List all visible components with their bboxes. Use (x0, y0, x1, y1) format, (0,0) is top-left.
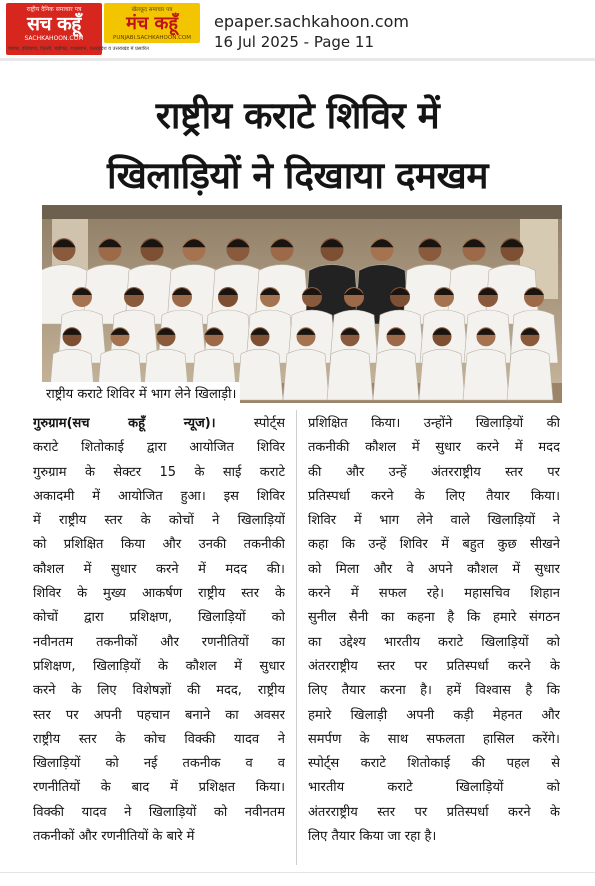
headline-line-2: खिलाड़ियों ने दिखाया दमखम (107, 154, 488, 197)
body-line: स्तर पर अपनी पहचान बनाने का अवसर (33, 707, 285, 723)
body-line: राष्ट्रीय स्तर के कोच विक्की यादव ने (33, 731, 285, 747)
body-line: कहा कि उन्हें शिविर में बहुत कुछ सीखने (308, 537, 560, 553)
body-line: करने के लिए विशेषज्ञों की मदद, राष्ट्रीय (33, 683, 285, 699)
body-line-text: स्पोर्ट्स (215, 416, 285, 431)
sach-site: SACHKAHOON.COM (24, 35, 84, 42)
group-photo-illustration (42, 205, 562, 403)
body-line: की और उन्हें अंतरराष्ट्रीय स्तर पर (308, 464, 560, 480)
athlete-uniform (327, 349, 373, 400)
body-line: गुरुग्राम के सेक्टर 15 के साई कराटे (33, 464, 285, 480)
body-line: अंतरराष्ट्रीय स्तर पर प्रतिस्पर्धा करने के (308, 658, 560, 674)
athlete-uniform (463, 349, 509, 400)
body-line: रणनीतियों के बाद में प्रशिक्षत किया। (33, 780, 285, 796)
body-line (33, 412, 285, 436)
body-line: भारतीय कराटे खिलाड़ियों को (308, 780, 560, 796)
group-photo (42, 205, 562, 403)
body-line: शिविर में भाग लेने वाले खिलाड़ियों ने (308, 513, 560, 529)
manch-brand: मंच कहूँ (126, 13, 178, 34)
body-line: समर्पण के साथ सफलता हासिल करेंगे। (308, 731, 560, 747)
body-line: शिविर के मुख्य आकर्षण राष्ट्रीय स्तर के (33, 586, 285, 602)
body-line: तकनीकी कौशल में सुधार करने में मदद (308, 440, 560, 456)
masthead-divider (0, 58, 595, 61)
body-line: करने में सफल रहे। महासचिव शिहान (308, 586, 560, 602)
body-line: प्रतिस्पर्धा करने के लिए तैयार किया। (308, 488, 560, 504)
manch-tagline: खेलकूद समाचार पत्र (131, 7, 173, 13)
epaper-url[interactable]: epaper.sachkahoon.com (214, 12, 409, 31)
masthead (0, 0, 595, 60)
manch-site: PUNJABI.SACHKAHOON.COM (113, 35, 191, 41)
body-line: का उद्देश्य भारतीय कराटे खिलाड़ियों को (308, 634, 560, 650)
body-line: को मिला और वे अपने कौशल में सुधार (308, 561, 560, 577)
athlete-uniform (373, 349, 419, 400)
article-column-left (33, 412, 285, 849)
athlete-uniform (237, 349, 283, 400)
body-line: स्पोर्ट्स कराटे शितोकाई की पहल से (308, 756, 560, 772)
body-line: खिलाड़ियों को नई तकनीक व व (33, 756, 285, 772)
body-line: प्रशिक्षण, खिलाड़ियों के कौशल में सुधार (33, 658, 285, 674)
next-article-strip (0, 872, 595, 886)
sach-tagline: राष्ट्रीय दैनिक समाचार पत्र (26, 6, 82, 13)
body-line: तकनीकों और रणनीतियों के बारे में (33, 829, 195, 845)
body-line: लिए तैयार करना है। हमें विश्वास है कि (308, 683, 560, 699)
body-line: लिए तैयार किया जा रहा है। (308, 829, 437, 845)
athlete-uniform (507, 349, 553, 400)
athlete-uniform (283, 349, 329, 400)
photo-caption: राष्ट्रीय कराटे शिविर में भाग लेने खिलाड़ी। (42, 382, 240, 404)
body-line: कौशल में सुधार करने में मदद की। (33, 561, 285, 577)
body-line: विक्की यादव ने खिलाड़ियों को नवीनतम (33, 804, 285, 820)
body-line: हमारे खिलाड़ी अपनी कड़ी मेहनत और (308, 707, 560, 723)
manch-kahoon-logo[interactable] (104, 3, 200, 43)
athlete-uniform (419, 349, 465, 400)
body-line: नवीनतम तकनीकों और रणनीतियों का (33, 634, 285, 650)
body-line: कराटे शितोकाई द्वारा आयोजित शिविर (33, 440, 285, 456)
column-divider (296, 410, 297, 865)
edition-date-page: 16 Jul 2025 - Page 11 (214, 33, 375, 51)
body-line: अंतरराष्ट्रीय स्तर पर प्रतिस्पर्धा करने के (308, 804, 560, 820)
headline-line-1: राष्ट्रीय कराटे शिविर में (155, 94, 440, 137)
article-column-right (308, 412, 560, 849)
body-line: प्रशिक्षित किया। उन्होंने खिलाड़ियों की (308, 416, 560, 431)
dateline: गुरुग्राम(सच कहूँ न्यूज)। (33, 416, 216, 431)
sach-brand: सच कहूँ (27, 13, 81, 35)
body-line: अकादमी में आयोजित हुआ। इस शिविर (33, 488, 285, 504)
body-line: सुनील सैनी का कहना है कि हमारे संगठन (308, 610, 560, 626)
body-line: कोचों द्वारा प्रशिक्षण, खिलाड़ियों को (33, 610, 285, 626)
circulation-regions: पंजाब, हरियाणा, दिल्ली, चंडीगढ़, राजस्थान, उत्तरप्रदेश व उत्तराखंड में प्रसारित (8, 46, 149, 52)
body-line: को प्रशिक्षित किया और उनकी तकनीकी (33, 537, 285, 553)
body-line: में राष्ट्रीय स्तर के कोचों ने खिलाड़ियों (33, 513, 285, 529)
